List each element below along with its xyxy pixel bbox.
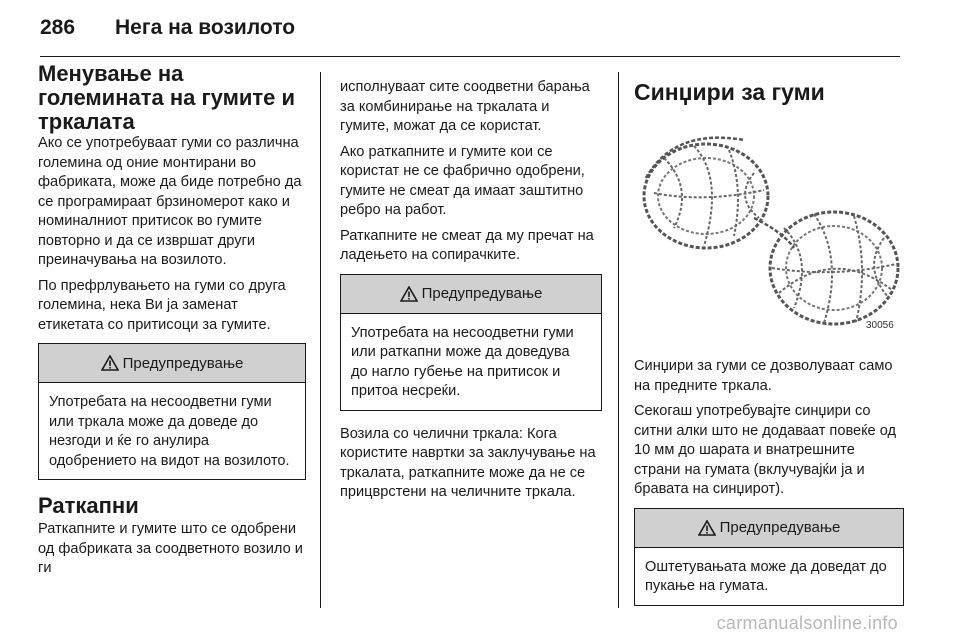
warning-title: Предупредување	[719, 519, 841, 536]
figure-number: 30056	[866, 320, 894, 331]
section-heading-snow-chains: Синџири за гуми	[634, 79, 825, 105]
warning-text: Употребата на несоодветни гуми или тркала може да доведе до незгоди и ќе го анулира одобрението на видот на возилото.	[49, 394, 290, 469]
paragraph: Синџири за гуми се дозволуваат само на предните тркала.	[634, 358, 893, 394]
warning-header	[635, 509, 903, 548]
warning-box	[340, 274, 602, 411]
column-3	[634, 80, 904, 620]
warning-text: Оштетувањата може да доведат до пукање на гумата.	[645, 558, 887, 594]
warning-box	[634, 508, 904, 606]
page-number: 286	[40, 16, 76, 39]
warning-header	[341, 275, 601, 314]
warning-body	[39, 383, 305, 479]
warning-triangle-icon	[698, 520, 716, 536]
warning-title: Предупредување	[122, 354, 244, 372]
column-2	[340, 78, 602, 509]
watermark: carmanualsonline.info	[716, 613, 898, 633]
warning-text: Употребата на несоодветни гуми или раткапни може да доведува до нагло губење на притисок и притоа несреќи.	[351, 324, 574, 399]
paragraph: Секогаш употребувајте синџири со ситни алки што не додаваат повеќе од 10 мм до шарата и внатрешните страни на гумата (вклучувајќи ја и бравата на синџирот).	[634, 403, 897, 497]
paragraph: Возила со челични тркала: Кога користите навртки за заклучување на тркалата, раткапните може да не се прицврстени на челичните тркала.	[340, 425, 596, 500]
paragraph: Раткапните не смеат да му пречат на ладењето на сопирачките.	[340, 227, 594, 263]
section-heading-tire-size	[38, 62, 306, 134]
heading-line: тркалата	[38, 109, 135, 134]
warning-triangle-icon	[101, 355, 119, 371]
page-header	[40, 16, 295, 46]
section-heading-wheel-covers: Раткапни	[38, 493, 139, 518]
warning-body	[635, 548, 903, 605]
warning-header	[39, 344, 305, 383]
paragraph: Ако раткапните и гумите кои се користат не се фабрично одобрени, гумите не смеат да имаат заштитно ребро на работ.	[340, 143, 585, 218]
header-divider	[40, 56, 900, 57]
paragraph: Раткапните и гумите што се одобрени од фабриката за соодветното возило и ги	[38, 521, 303, 576]
column-1	[38, 62, 306, 585]
warning-triangle-icon	[400, 286, 418, 302]
warning-body	[341, 314, 601, 410]
column-divider-1	[320, 72, 321, 608]
paragraph: Ако се употребуваат гуми со различна големина од оние монтирани во фабриката, може да биде потребно да се програмираат брзиномерот како и номиналниот притисок во гумите повторно и да се извршат други преиначувања на возилото.	[38, 135, 302, 268]
warning-box	[38, 343, 306, 480]
snow-chain-illustration	[634, 118, 904, 334]
column-divider-2	[618, 72, 619, 608]
paragraph: исполнуваат сите соодветни барања за комбинирање на тркалата и гумите, можат да се користат.	[340, 79, 590, 134]
heading-line: Менување на	[38, 61, 184, 86]
paragraph: По префрлувањето на гуми со друга големина, нека Ви ја заменат етикетата со притисоци за гумите.	[38, 277, 286, 333]
page-title: Нега на возилото	[115, 16, 296, 39]
heading-line: големината на гумите и	[38, 85, 296, 110]
warning-title: Предупредување	[421, 285, 543, 302]
